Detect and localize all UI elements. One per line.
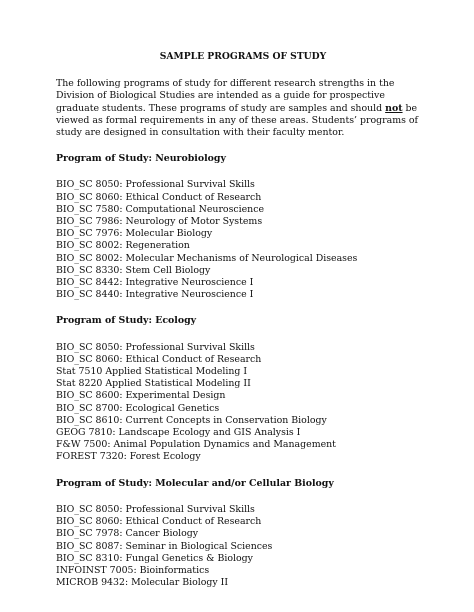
course-list xyxy=(56,179,424,301)
program-section xyxy=(56,478,424,590)
intro-paragraph xyxy=(56,78,424,139)
course-item: GEOG 7810: Landscape Ecology and GIS Analysis I xyxy=(56,427,301,439)
course-item: BIO_SC 8050: Professional Survival Skills xyxy=(56,341,255,353)
course-item: BIO_SC 8060: Ethical Conduct of Research xyxy=(56,516,262,528)
course-item: BIO_SC 7986: Neurology of Motor Systems xyxy=(56,216,263,228)
program-section xyxy=(56,315,424,463)
course-item: BIO_SC 8442: Integrative Neuroscience I xyxy=(56,277,254,289)
program-heading: Program of Study: Ecology xyxy=(56,315,197,327)
intro-emphasis: not xyxy=(385,102,403,114)
page-title: SAMPLE PROGRAMS OF STUDY xyxy=(159,51,327,62)
course-list xyxy=(56,342,424,464)
course-item: BIO_SC 8610: Current Concepts in Conservation Biology xyxy=(56,414,327,426)
course-item: BIO_SC 7978: Cancer Biology xyxy=(56,528,199,540)
programs-container xyxy=(56,153,424,589)
course-item: MICROB 9432: Molecular Biology II xyxy=(56,577,229,589)
program-heading: Program of Study: Neurobiology xyxy=(56,153,226,165)
course-item: BIO_SC 8087: Seminar in Biological Sciences xyxy=(56,540,273,552)
program-section xyxy=(56,153,424,301)
course-item: BIO_SC 8002: Regeneration xyxy=(56,240,190,252)
course-item: BIO_SC 8310: Fungal Genetics & Biology xyxy=(56,552,253,564)
course-item: BIO_SC 7976: Molecular Biology xyxy=(56,228,213,240)
course-item: BIO_SC 8050: Professional Survival Skills xyxy=(56,179,255,191)
course-list xyxy=(56,504,424,589)
intro-text-after: be viewed as formal requirements in any of these areas. Students’ programs of study are designed in consultation with their faculty mentor. xyxy=(56,102,418,139)
intro-text-before: The following programs of study for different research strengths in the Division of Biological Studies are intended as a guide for prospective graduate students. These programs of study are samples and should xyxy=(56,78,395,114)
course-item: BIO_SC 8060: Ethical Conduct of Research xyxy=(56,191,262,203)
course-item: BIO_SC 8330: Stem Cell Biology xyxy=(56,264,211,276)
course-item: BIO_SC 8700: Ecological Genetics xyxy=(56,402,220,414)
course-item: FOREST 7320: Forest Ecology xyxy=(56,451,201,463)
course-item: F&W 7500: Animal Population Dynamics and Management xyxy=(56,439,336,451)
course-item: BIO_SC 8060: Ethical Conduct of Research xyxy=(56,353,262,365)
course-item: BIO_SC 8002: Molecular Mechanisms of Neurological Diseases xyxy=(56,252,358,264)
course-item: BIO_SC 8440: Integrative Neuroscience I xyxy=(56,289,254,301)
course-item: BIO_SC 8050: Professional Survival Skills xyxy=(56,503,255,515)
course-item: Stat 7510 Applied Statistical Modeling I xyxy=(56,366,248,378)
course-item: BIO_SC 7580: Computational Neuroscience xyxy=(56,203,265,215)
course-item: INFOINST 7005: Bioinformatics xyxy=(56,564,210,576)
course-item: Stat 8220 Applied Statistical Modeling II xyxy=(56,378,251,390)
program-heading: Program of Study: Molecular and/or Cellular Biology xyxy=(56,477,334,489)
course-item: BIO_SC 8600: Experimental Design xyxy=(56,390,226,402)
